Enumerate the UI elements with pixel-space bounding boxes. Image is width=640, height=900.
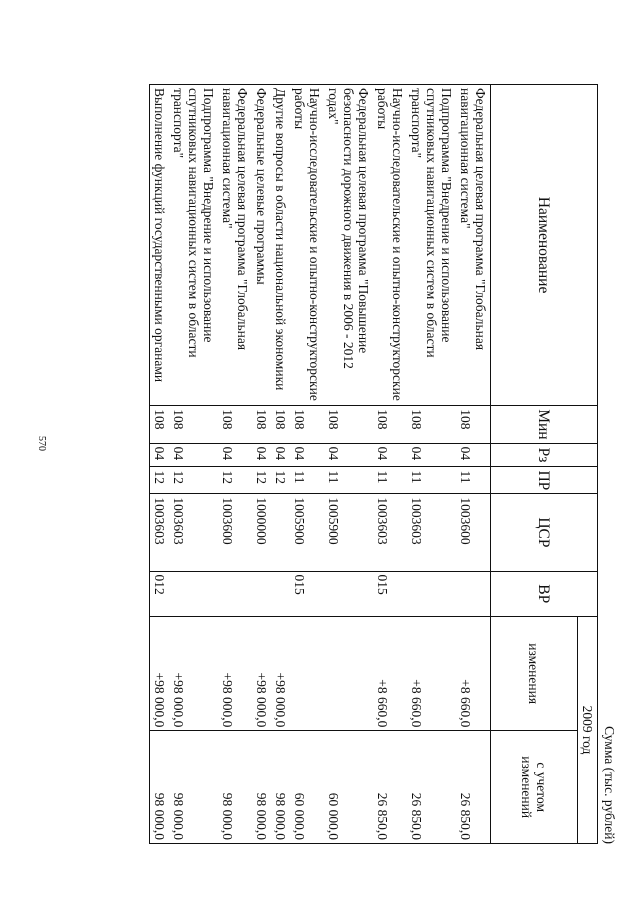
row-min: 108	[169, 406, 218, 443]
row-pr: 12	[271, 467, 290, 494]
header-name: Наименование	[491, 85, 598, 406]
table-row	[252, 85, 271, 844]
row-with-changes: 26 850,0	[373, 731, 407, 844]
row-changes: +98 000,0	[150, 616, 170, 730]
row-name: Научно-исследовательские и опытно-конструкторские работы	[373, 85, 407, 406]
row-csr: 1003603	[407, 494, 456, 571]
row-changes: +98 000,0	[271, 616, 290, 730]
table-row	[218, 85, 252, 844]
row-min: 108	[324, 406, 373, 443]
row-name: Другие вопросы в области национальной экономики	[271, 85, 290, 406]
row-vr	[456, 571, 491, 616]
row-with-changes: 60 000,0	[324, 731, 373, 844]
row-pr: 12	[150, 467, 170, 494]
row-changes: +98 000,0	[252, 616, 271, 730]
header-csr: ЦСР	[491, 494, 598, 571]
table-row	[373, 85, 407, 844]
row-csr: 1003603	[169, 494, 218, 571]
table-body	[150, 85, 491, 844]
row-vr	[324, 571, 373, 616]
budget-table-sheet	[152, 84, 617, 844]
row-with-changes: 60 000,0	[290, 731, 324, 844]
row-vr: 015	[373, 571, 407, 616]
row-pr: 11	[456, 467, 491, 494]
header-changes: изменения	[491, 616, 578, 730]
row-rz: 04	[456, 443, 491, 467]
row-with-changes: 98 000,0	[218, 731, 252, 844]
header-vr: ВР	[491, 571, 598, 616]
row-rz: 04	[252, 443, 271, 467]
row-pr: 12	[169, 467, 218, 494]
table-row	[150, 85, 170, 844]
row-min: 108	[150, 406, 170, 443]
row-min: 108	[407, 406, 456, 443]
row-rz: 04	[290, 443, 324, 467]
row-vr: 015	[290, 571, 324, 616]
table-row	[290, 85, 324, 844]
row-pr: 11	[407, 467, 456, 494]
row-rz: 04	[407, 443, 456, 467]
row-pr: 11	[290, 467, 324, 494]
row-changes	[324, 616, 373, 730]
row-name: Подпрограмма "Внедрение и использование спутниковых навигационных систем в области транспорта"	[407, 85, 456, 406]
header-pr: ПР	[491, 467, 598, 494]
row-with-changes: 26 850,0	[456, 731, 491, 844]
row-name: Подпрограмма "Внедрение и использование спутниковых навигационных систем в области транспорта"	[169, 85, 218, 406]
row-rz: 04	[169, 443, 218, 467]
row-csr: 1003600	[218, 494, 252, 571]
table-row	[407, 85, 456, 844]
row-name: Научно-исследовательские и опытно-конструкторские работы	[290, 85, 324, 406]
row-rz: 04	[150, 443, 170, 467]
row-with-changes: 98 000,0	[252, 731, 271, 844]
row-changes	[290, 616, 324, 730]
row-name: Выполнение функций государственными органами	[150, 85, 170, 406]
row-csr	[271, 494, 290, 571]
table-row	[324, 85, 373, 844]
row-with-changes: 26 850,0	[407, 731, 456, 844]
row-pr: 11	[373, 467, 407, 494]
row-vr	[252, 571, 271, 616]
header-with-changes: с учетом изменений	[491, 731, 578, 844]
row-min: 108	[252, 406, 271, 443]
row-csr: 1005900	[290, 494, 324, 571]
row-vr	[271, 571, 290, 616]
row-csr: 1000000	[252, 494, 271, 571]
table-header	[491, 85, 598, 844]
units-caption: Сумма (тыс. рублей)	[602, 726, 617, 844]
row-min: 108	[456, 406, 491, 443]
table-row	[169, 85, 218, 844]
row-min: 108	[373, 406, 407, 443]
row-changes: +8 660,0	[456, 616, 491, 730]
row-changes: +8 660,0	[373, 616, 407, 730]
header-year: 2009 год	[578, 616, 598, 843]
row-rz: 04	[271, 443, 290, 467]
row-min: 108	[271, 406, 290, 443]
row-csr: 1003603	[373, 494, 407, 571]
row-min: 108	[218, 406, 252, 443]
row-changes: +8 660,0	[407, 616, 456, 730]
row-name: Федеральная целевая программа "Повышение безопасности дорожного движения в 2006 - 2012 годах"	[324, 85, 373, 406]
page-number: 570	[36, 436, 47, 451]
row-rz: 04	[218, 443, 252, 467]
row-changes: +98 000,0	[169, 616, 218, 730]
budget-table	[149, 84, 598, 844]
header-rz: Рз	[491, 443, 598, 467]
row-csr: 1003600	[456, 494, 491, 571]
row-name: Федеральная целевая программа "Глобальная навигационная система"	[218, 85, 252, 406]
row-with-changes: 98 000,0	[169, 731, 218, 844]
row-pr: 12	[218, 467, 252, 494]
row-pr: 11	[324, 467, 373, 494]
row-vr: 012	[150, 571, 170, 616]
row-name: Федеральная целевая программа "Глобальная навигационная система"	[456, 85, 491, 406]
row-csr: 1003603	[150, 494, 170, 571]
row-csr: 1005900	[324, 494, 373, 571]
row-min: 108	[290, 406, 324, 443]
row-with-changes: 98 000,0	[150, 731, 170, 844]
row-pr: 12	[252, 467, 271, 494]
row-vr	[218, 571, 252, 616]
row-vr	[407, 571, 456, 616]
row-rz: 04	[373, 443, 407, 467]
row-vr	[169, 571, 218, 616]
row-rz: 04	[324, 443, 373, 467]
row-name: Федеральные целевые программы	[252, 85, 271, 406]
row-with-changes: 98 000,0	[271, 731, 290, 844]
row-changes: +98 000,0	[218, 616, 252, 730]
table-row	[456, 85, 491, 844]
table-row	[271, 85, 290, 844]
header-min: Мин	[491, 406, 598, 443]
